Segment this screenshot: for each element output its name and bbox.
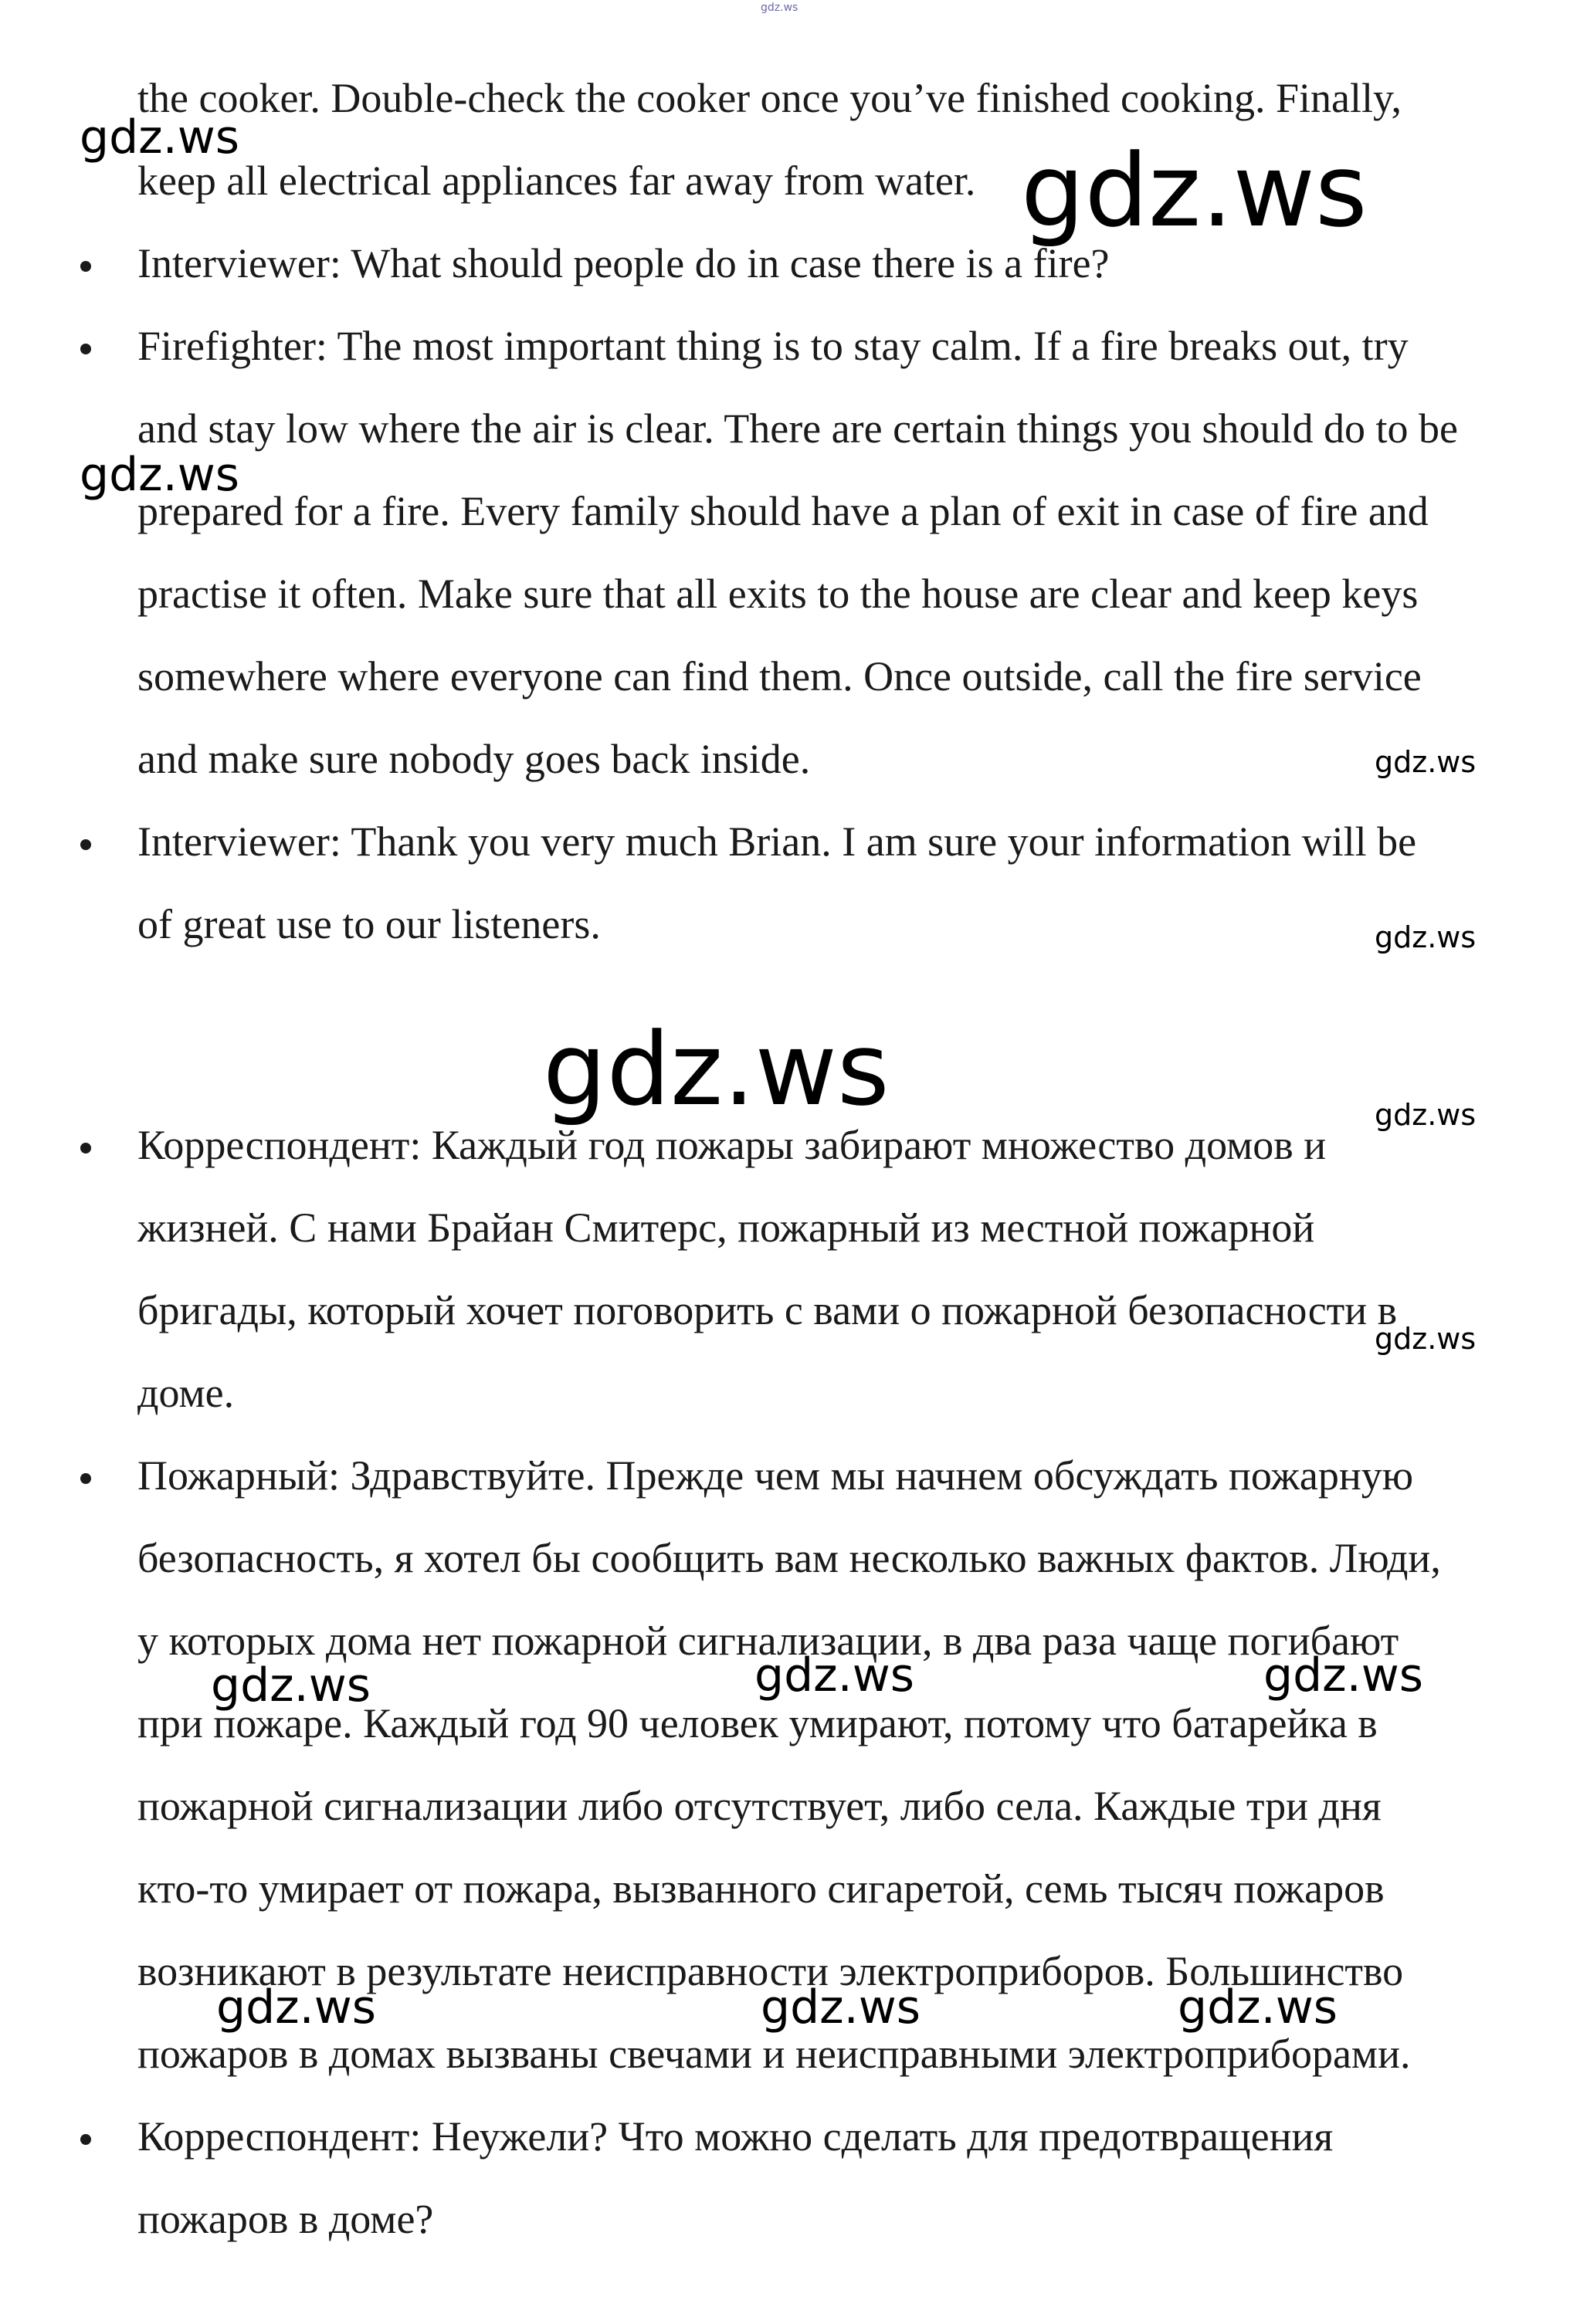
watermark: gdz.ws — [216, 1980, 377, 2034]
text-line: Корреспондент: Неужели? Что можно сделать для предотвращения — [137, 2113, 1334, 2160]
text-line: возникают в результате неисправности электроприборов. Большинство — [137, 1948, 1404, 1994]
text-line: пожаров в домах вызваны свечами и неисправными электроприборами. — [137, 2031, 1411, 2077]
text-line: Firefighter: The most important thing is to stay calm. If a fire breaks out, try — [137, 323, 1409, 369]
bullet-icon — [80, 2134, 91, 2145]
watermark: gdz.ws — [211, 1658, 371, 1713]
bullet-icon — [80, 1143, 91, 1154]
text-line: and stay low where the air is clear. There are certain things you should do to be — [137, 405, 1458, 452]
text-line: Пожарный: Здравствуйте. Прежде чем мы начнем обсуждать пожарную — [137, 1452, 1414, 1499]
text-line: у которых дома нет пожарной сигнализации, в два раза чаще погибают — [137, 1618, 1399, 1664]
watermark: gdz.ws — [1375, 745, 1477, 779]
text-line: пожаров в доме? — [137, 2196, 434, 2242]
watermark: gdz.ws — [1263, 1648, 1424, 1702]
text-line: Корреспондент: Каждый год пожары забирают множество домов и — [137, 1122, 1327, 1168]
text-line: somewhere where everyone can find them. Once outside, call the fire service — [137, 653, 1422, 700]
text-line: пожарной сигнализации либо отсутствует, либо села. Каждые три дня — [137, 1783, 1382, 1829]
bullet-icon — [80, 1473, 91, 1484]
watermark: gdz.ws — [1375, 920, 1477, 954]
bullet-icon — [80, 261, 91, 272]
text-line: кто-то умирает от пожара, вызванного сигаретой, семь тысяч пожаров — [137, 1865, 1385, 1912]
text-line: безопасность, я хотел бы сообщить вам несколько важных фактов. Люди, — [137, 1535, 1441, 1581]
watermark: gdz.ws — [1375, 1322, 1477, 1356]
text-line: бригады, который хочет поговорить с вами о пожарной безопасности в — [137, 1287, 1398, 1333]
text-line: practise it often. Make sure that all exits to the house are clear and keep keys — [137, 571, 1419, 617]
text-line: of great use to our listeners. — [137, 901, 601, 947]
bullet-icon — [80, 344, 91, 354]
watermark: gdz.ws — [1375, 1098, 1477, 1132]
site-mark: gdz.ws — [761, 2, 798, 14]
text-line: and make sure nobody goes back inside. — [137, 736, 811, 782]
bullet-icon — [80, 839, 91, 850]
watermark: gdz.ws — [1021, 132, 1368, 249]
text-line: prepared for a fire. Every family should have a plan of exit in case of fire and — [137, 488, 1429, 534]
watermark: gdz.ws — [754, 1648, 915, 1702]
text-line: Interviewer: What should people do in case there is a fire? — [137, 240, 1110, 286]
watermark: gdz.ws — [1178, 1980, 1338, 2034]
text-line: доме. — [137, 1370, 235, 1416]
text-line: keep all electrical appliances far away from water. — [137, 158, 976, 204]
text-line: the cooker. Double-check the cooker once you’ve finished cooking. Finally, — [137, 75, 1402, 121]
watermark: gdz.ws — [80, 110, 240, 164]
text-line: при пожаре. Каждый год 90 человек умирают, потому что батарейка в — [137, 1700, 1378, 1746]
watermark: gdz.ws — [80, 448, 240, 502]
watermark: gdz.ws — [761, 1980, 921, 2034]
text-line: жизней. С нами Брайан Смитерс, пожарный из местной пожарной — [137, 1204, 1315, 1251]
watermark: gdz.ws — [543, 1011, 890, 1128]
text-line: Interviewer: Thank you very much Brian. I am sure your information will be — [137, 818, 1417, 865]
